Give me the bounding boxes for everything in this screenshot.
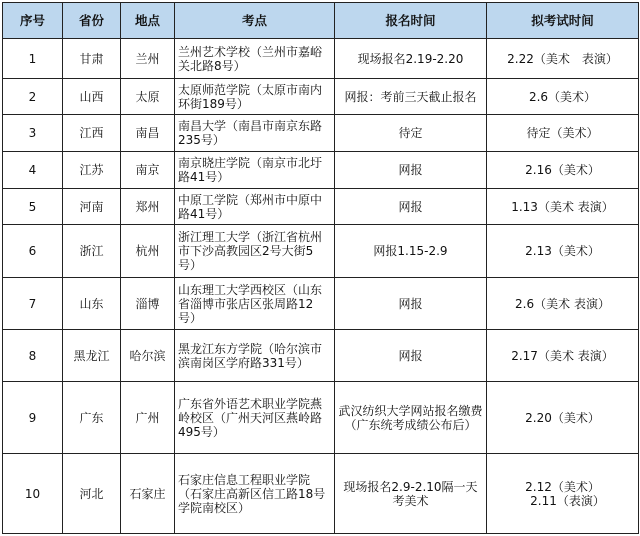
exam-date-line: 待定（美术） [526,126,599,140]
header-row [3,3,639,39]
table-row [3,152,639,189]
table-row [3,454,639,534]
venue-cell: 南京晓庄学院（南京市北圩路41号） [175,152,335,189]
city-cell: 杭州 [121,225,175,278]
exam-date-line: 1.13（美术 表演） [511,199,614,214]
province-cell: 江西 [63,115,121,152]
province-cell: 甘肃 [63,39,121,79]
registration-cell: 现场报名2.9-2.10隔一天考美术 [335,454,487,534]
city-cell: 石家庄 [121,454,175,534]
city-cell: 南京 [121,152,175,189]
registration-cell: 现场报名2.19-2.20 [335,39,487,79]
exam-date-line: 2.11（表演） [530,493,605,508]
venue-cell: 中原工学院（郑州市中原中路41号） [175,189,335,225]
table-row [3,278,639,330]
table-row [3,115,639,152]
city-cell: 淄博 [121,278,175,330]
row-number: 1 [3,39,63,79]
venue-cell: 黑龙江东方学院（哈尔滨市滨南岗区学府路331号） [175,330,335,382]
header-cell: 序号 [3,3,63,39]
venue-cell: 兰州艺术学校（兰州市嘉峪关北路8号） [175,39,335,79]
province-cell: 广东 [63,382,121,454]
row-number: 2 [3,79,63,115]
exam-date-line: 2.6（美术 表演） [515,296,610,311]
table-row [3,189,639,225]
registration-cell: 网报 [335,278,487,330]
header-cell: 地点 [121,3,175,39]
province-cell: 黑龙江 [63,330,121,382]
row-number: 6 [3,225,63,278]
exam-date-line: 2.20（美术） [525,410,600,425]
registration-cell: 网报：考前三天截止报名 [335,79,487,115]
city-cell: 郑州 [121,189,175,225]
table-row [3,39,639,79]
venue-cell: 山东理工大学西校区（山东省淄博市张店区张周路12号） [175,278,335,330]
city-cell: 太原 [121,79,175,115]
city-cell: 广州 [121,382,175,454]
registration-cell: 武汉纺织大学网站报名缴费（广东统考成绩公布后） [335,382,487,454]
province-cell: 河北 [63,454,121,534]
venue-cell: 南昌大学（南昌市南京东路235号） [175,115,335,152]
venue-cell: 石家庄信息工程职业学院（石家庄高新区信工路18号学院南校区） [175,454,335,534]
header-cell: 考点 [175,3,335,39]
registration-cell: 网报 [335,189,487,225]
row-number: 9 [3,382,63,454]
venue-cell: 浙江理工大学（浙江省杭州市下沙高教园区2号大街5号） [175,225,335,278]
table-row [3,79,639,115]
exam-date-line: 2.6（美术） [528,89,597,104]
exam-date-cell [487,278,639,330]
province-cell: 江苏 [63,152,121,189]
province-cell: 河南 [63,189,121,225]
city-cell: 南昌 [121,115,175,152]
row-number: 3 [3,115,63,152]
exam-date-cell [487,115,639,152]
table-row [3,382,639,454]
registration-cell: 网报 [335,152,487,189]
table-row [3,225,639,278]
exam-date-cell [487,39,639,79]
header-cell: 报名时间 [335,3,487,39]
row-number: 5 [3,189,63,225]
table-row [3,330,639,382]
venue-cell: 广东省外语艺术职业学院燕岭校区（广州天河区燕岭路495号） [175,382,335,454]
exam-date-line: 2.13（美术） [525,244,600,258]
exam-date-line: 2.17（美术 表演） [511,348,614,363]
exam-date-line: 2.16（美术） [525,163,600,177]
city-cell: 兰州 [121,39,175,79]
row-number: 10 [3,454,63,534]
exam-date-line: 2.22（美术 表演） [507,51,618,66]
registration-cell: 待定 [335,115,487,152]
exam-date-cell [487,79,639,115]
exam-date-cell [487,152,639,189]
row-number: 8 [3,330,63,382]
province-cell: 山东 [63,278,121,330]
exam-schedule-table [2,2,639,534]
header-cell: 拟考试时间 [487,3,639,39]
registration-cell: 网报 [335,330,487,382]
exam-date-cell [487,225,639,278]
header-cell: 省份 [63,3,121,39]
city-cell: 哈尔滨 [121,330,175,382]
province-cell: 山西 [63,79,121,115]
province-cell: 浙江 [63,225,121,278]
registration-cell: 网报1.15-2.9 [335,225,487,278]
exam-date-cell [487,189,639,225]
row-number: 4 [3,152,63,189]
venue-cell: 太原师范学院（太原市南内环街189号） [175,79,335,115]
exam-date-cell [487,382,639,454]
row-number: 7 [3,278,63,330]
exam-date-cell [487,330,639,382]
exam-date-cell [487,454,639,534]
exam-date-line: 2.12（美术） [525,479,600,494]
